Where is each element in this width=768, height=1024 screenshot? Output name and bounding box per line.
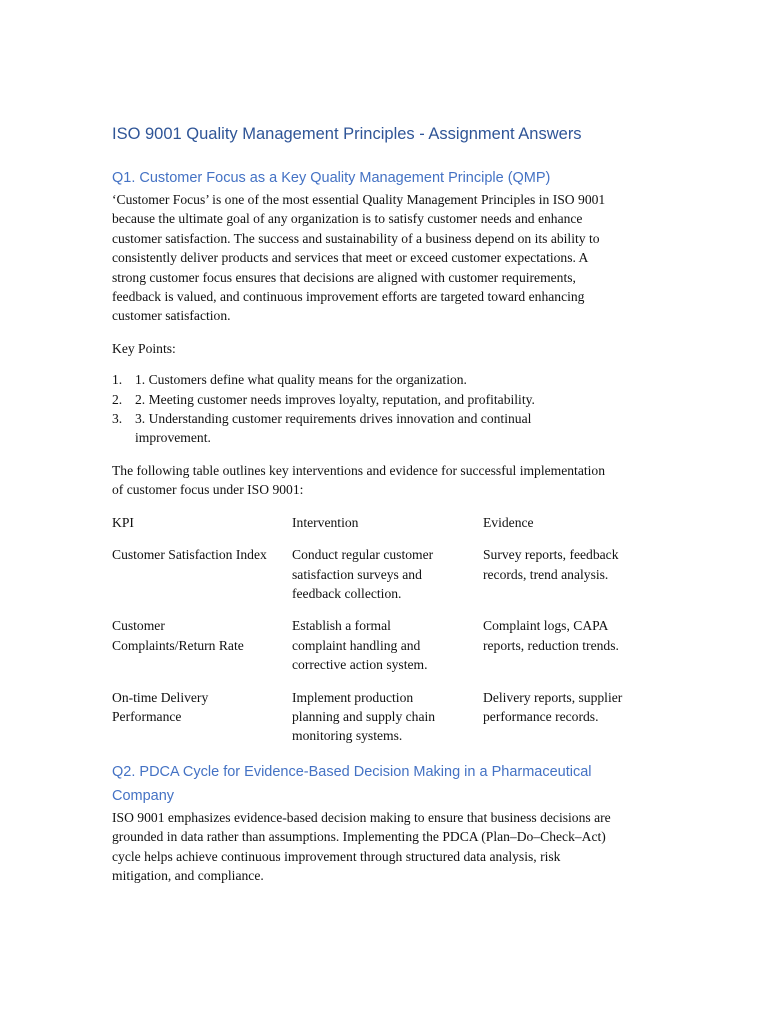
cell-line: planning and supply chain [292,708,436,724]
cell-kpi [112,545,292,616]
q2-intro-line: ISO 9001 emphasizes evidence-based decision making to ensure that business decisions are [112,809,611,825]
document-content [112,122,657,885]
q1-intro-line: consistently deliver products and services that meet or exceed customer expectations. A [112,250,589,266]
q2-intro-paragraph [112,808,657,886]
cell-intervention [292,688,483,759]
cell-evidence [483,616,657,687]
cell-line: Customer Satisfaction Index [112,547,267,563]
cell-line: reports, reduction trends. [483,637,619,653]
cell-kpi [112,616,292,687]
table-intro-line: The following table outlines key interventions and evidence for successful implementation [112,462,606,478]
cell-line: Delivery reports, supplier [483,689,623,705]
q1-intro-line: because the ultimate goal of any organization is to satisfy customer needs and enhance [112,211,583,227]
list-marker: 1. [112,372,123,388]
key-points-label: Key Points: [112,340,176,356]
header-kpi: KPI [112,514,134,530]
header-intervention: Intervention [292,514,359,530]
list-item-text: 1. Customers define what quality means for the organization. [135,372,467,388]
q2-intro-line: mitigation, and compliance. [112,867,264,883]
q1-intro-line: customer satisfaction. [112,308,231,324]
list-item [112,390,657,409]
cell-line: satisfaction surveys and [292,566,422,582]
table-row [112,688,657,759]
cell-line: Conduct regular customer [292,547,434,563]
cell-line: complaint handling and [292,637,421,653]
list-marker: 2. [112,391,123,407]
cell-line: feedback collection. [292,585,402,601]
cell-line: Complaint logs, CAPA [483,618,609,634]
cell-line: monitoring systems. [292,728,403,744]
cell-line: Survey reports, feedback [483,547,619,563]
cell-intervention [292,545,483,616]
list-item [112,370,657,389]
q2-heading-line: Company [112,787,175,804]
header-evidence: Evidence [483,514,534,530]
list-item-text: 3. Understanding customer requirements drives innovation and continual [135,411,532,427]
cell-line: performance records. [483,708,599,724]
list-item-text: improvement. [135,430,211,446]
kpi-table [112,513,657,759]
q1-intro-line: strong customer focus ensures that decisions are aligned with customer requirements, [112,269,576,285]
q2-heading-line: Q2. PDCA Cycle for Evidence-Based Decision Making in a Pharmaceutical [112,763,592,780]
table-header-row [112,513,657,545]
q2-intro-line: grounded in data rather than assumptions. Implementing the PDCA (Plan–Do–Check–Act) [112,829,606,845]
cell-line: Establish a formal [292,618,391,634]
q1-intro-line: feedback is valued, and continuous improvement efforts are targeted toward enhancing [112,289,585,305]
cell-intervention [292,616,483,687]
key-points-list [112,370,657,448]
cell-line: On-time Delivery [112,689,209,705]
q2-intro-line: cycle helps achieve continuous improvement through structured data analysis, risk [112,848,561,864]
q1-intro-paragraph [112,190,657,326]
document-title: ISO 9001 Quality Management Principles - Assignment Answers [112,125,582,143]
list-item-text: 2. Meeting customer needs improves loyalty, reputation, and profitability. [135,391,535,407]
cell-line: Performance [112,708,182,724]
cell-line: corrective action system. [292,657,428,673]
cell-evidence [483,545,657,616]
q1-intro-line: ‘Customer Focus’ is one of the most essential Quality Management Principles in ISO 9001 [112,192,606,207]
list-marker: 3. [112,411,123,427]
q1-intro-line: customer satisfaction. The success and sustainability of a business depend on its ability to [112,230,600,246]
table-intro-paragraph [112,461,657,500]
table-row [112,545,657,616]
table-intro-line: of customer focus under ISO 9001: [112,482,304,498]
q1-heading: Q1. Customer Focus as a Key Quality Management Principle (QMP) [112,170,551,186]
table-row [112,616,657,687]
cell-evidence [483,688,657,759]
list-item [112,409,657,448]
cell-line: Complaints/Return Rate [112,637,244,653]
cell-line: Implement production [292,689,414,705]
cell-line: records, trend analysis. [483,566,609,582]
cell-kpi [112,688,292,759]
q2-heading [112,760,657,808]
cell-line: Customer [112,618,165,634]
